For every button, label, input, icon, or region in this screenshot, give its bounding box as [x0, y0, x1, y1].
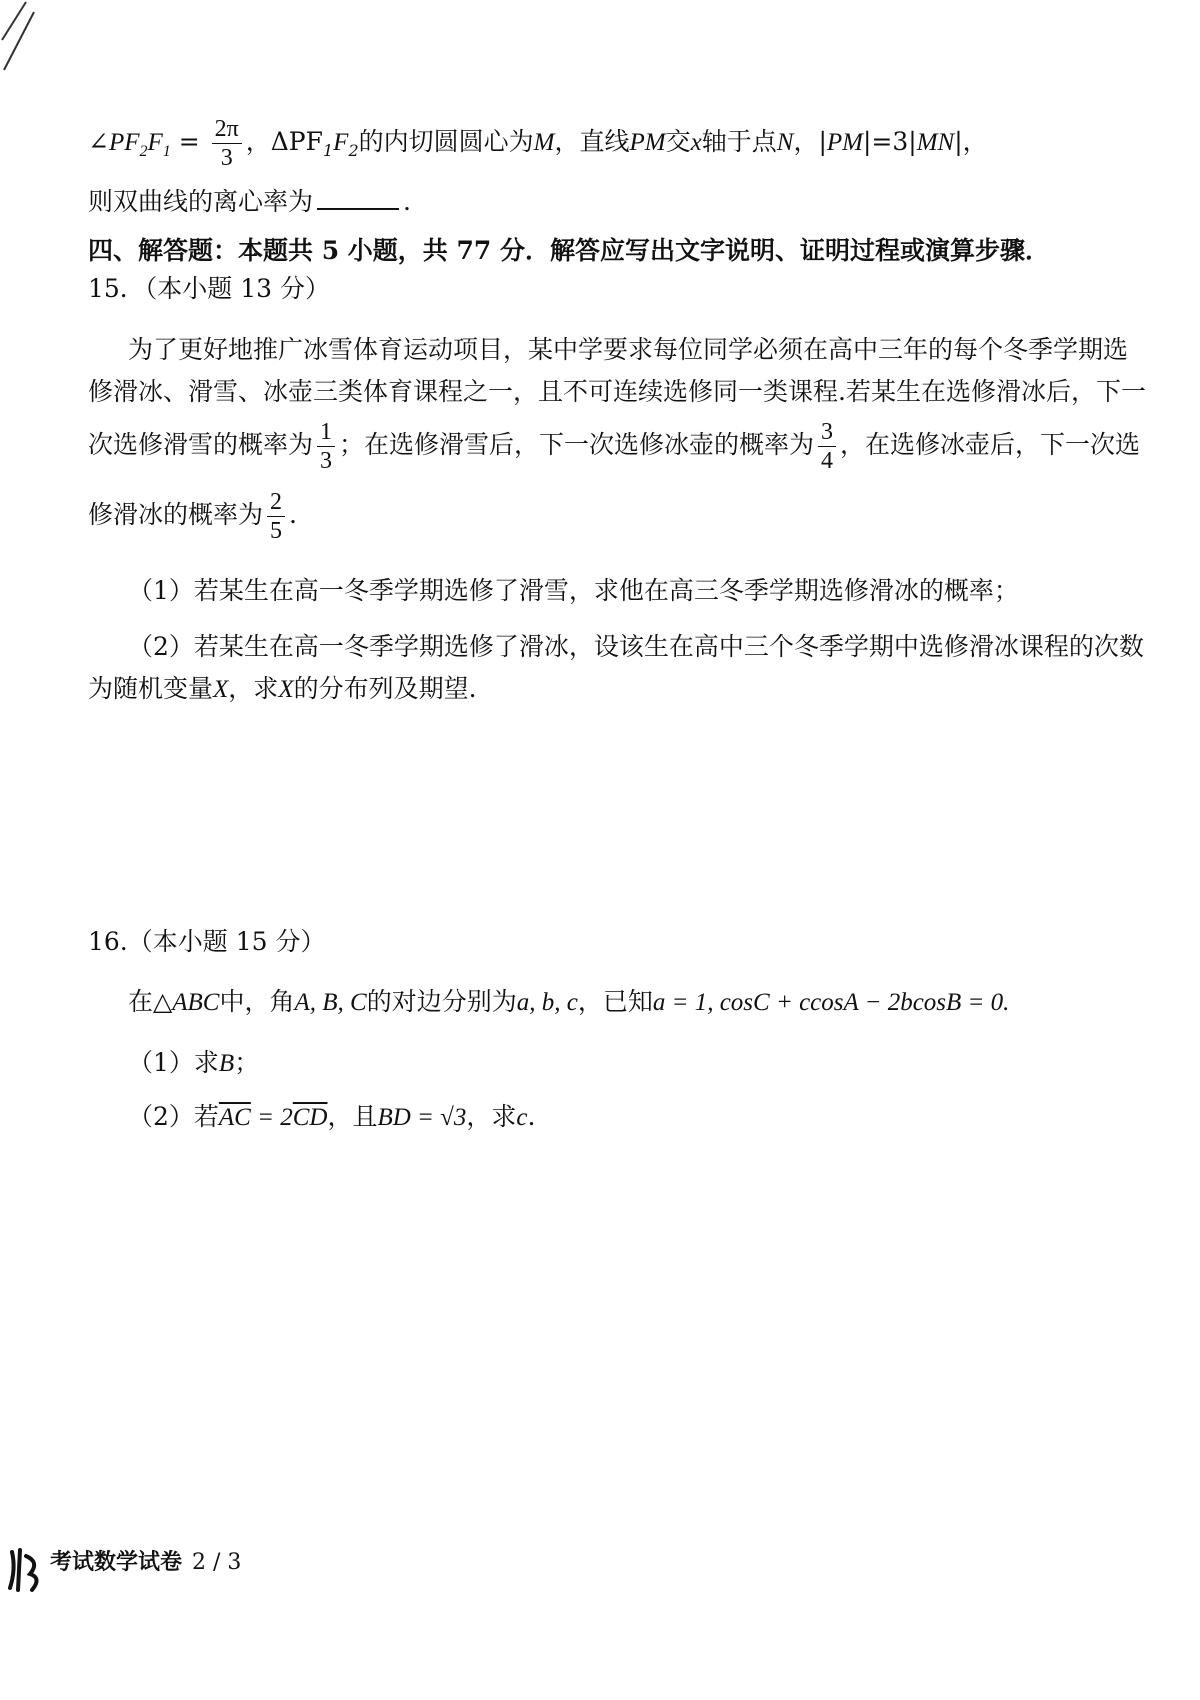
q15-header: 15．（本小题 13 分）	[88, 274, 331, 303]
answer-blank	[317, 184, 399, 210]
q15-paragraph-line-4: 修滑冰的概率为 $\frac{2}{5}$ .	[88, 489, 297, 544]
q15-paragraph-line-1: 为了更好地推广冰雪体育运动项目，某中学要求每位同学必须在高中三年的每个冬季学期选	[128, 335, 1129, 364]
footer	[50, 1548, 241, 1577]
section-heading: 四、解答题：本题共 5 小题，共 77 分．解答应写出文字说明、证明过程或演算步骤．	[88, 236, 1051, 265]
footer-title: 考试数学试卷	[50, 1549, 183, 1575]
fraction-3-over-4: $\frac{3}{4}$	[818, 418, 836, 475]
q15-subquestion-2-line-2: 为随机变量X，求X的分布列及期望.	[88, 674, 477, 703]
eccentricity-question-line: 则双曲线的离心率为 .	[88, 184, 411, 219]
fraction-2pi-over-3: $\frac{2\pi}{3}$	[212, 115, 242, 172]
q15-subquestion-1: （1）若某生在高一冬季学期选修了滑雪，求他在高三冬季学期选修滑冰的概率；	[128, 576, 1019, 605]
q15-subquestion-2-line-1: （2）若某生在高一冬季学期选修了滑冰，设该生在高中三个冬季学期中选修滑冰课程的次数	[128, 632, 1144, 661]
q16-stem: 在△ABC中，角A, B, C的对边分别为a, b, c，已知a = 1, cosC + ccosA − 2bcosB = 0.	[128, 987, 1010, 1016]
scan-corner-mark	[0, 0, 40, 90]
q16-subquestion-1: （1）求B；	[128, 1048, 260, 1077]
q15-paragraph-line-2: 修滑冰、滑雪、冰壶三类体育课程之一，且不可连续选修同一类课程.若某生在选修滑冰后，下一	[88, 377, 1146, 406]
fraction-1-over-3: $\frac{1}{3}$	[317, 418, 335, 475]
q16-subquestion-2: （2）若$\overline{AC} = 2\overline{CD}$，且BD = √3，求c.	[128, 1102, 536, 1131]
q15-paragraph-line-3: 次选修滑雪的概率为 $\frac{1}{3}$ ；在选修滑雪后，下一次选修冰壶的概率为 $\frac{3}{4}$ ，在选修冰壶后，下一次选	[88, 419, 1141, 474]
footer-page-number: 2 / 3	[192, 1550, 242, 1575]
school-logo-icon	[6, 1544, 52, 1594]
fraction-2-over-5: $\frac{2}{5}$	[267, 488, 285, 545]
q16-header: 16.（本小题 15 分）	[88, 927, 326, 956]
hyperbola-condition-line: $\angle PF_2F_1$ = $\frac{2\pi}{3}$ ，$\Delta PF_1F_2$的内切圆圆心为M，直线PM交x轴于点N，|PM|=3|MN|，	[88, 116, 988, 171]
